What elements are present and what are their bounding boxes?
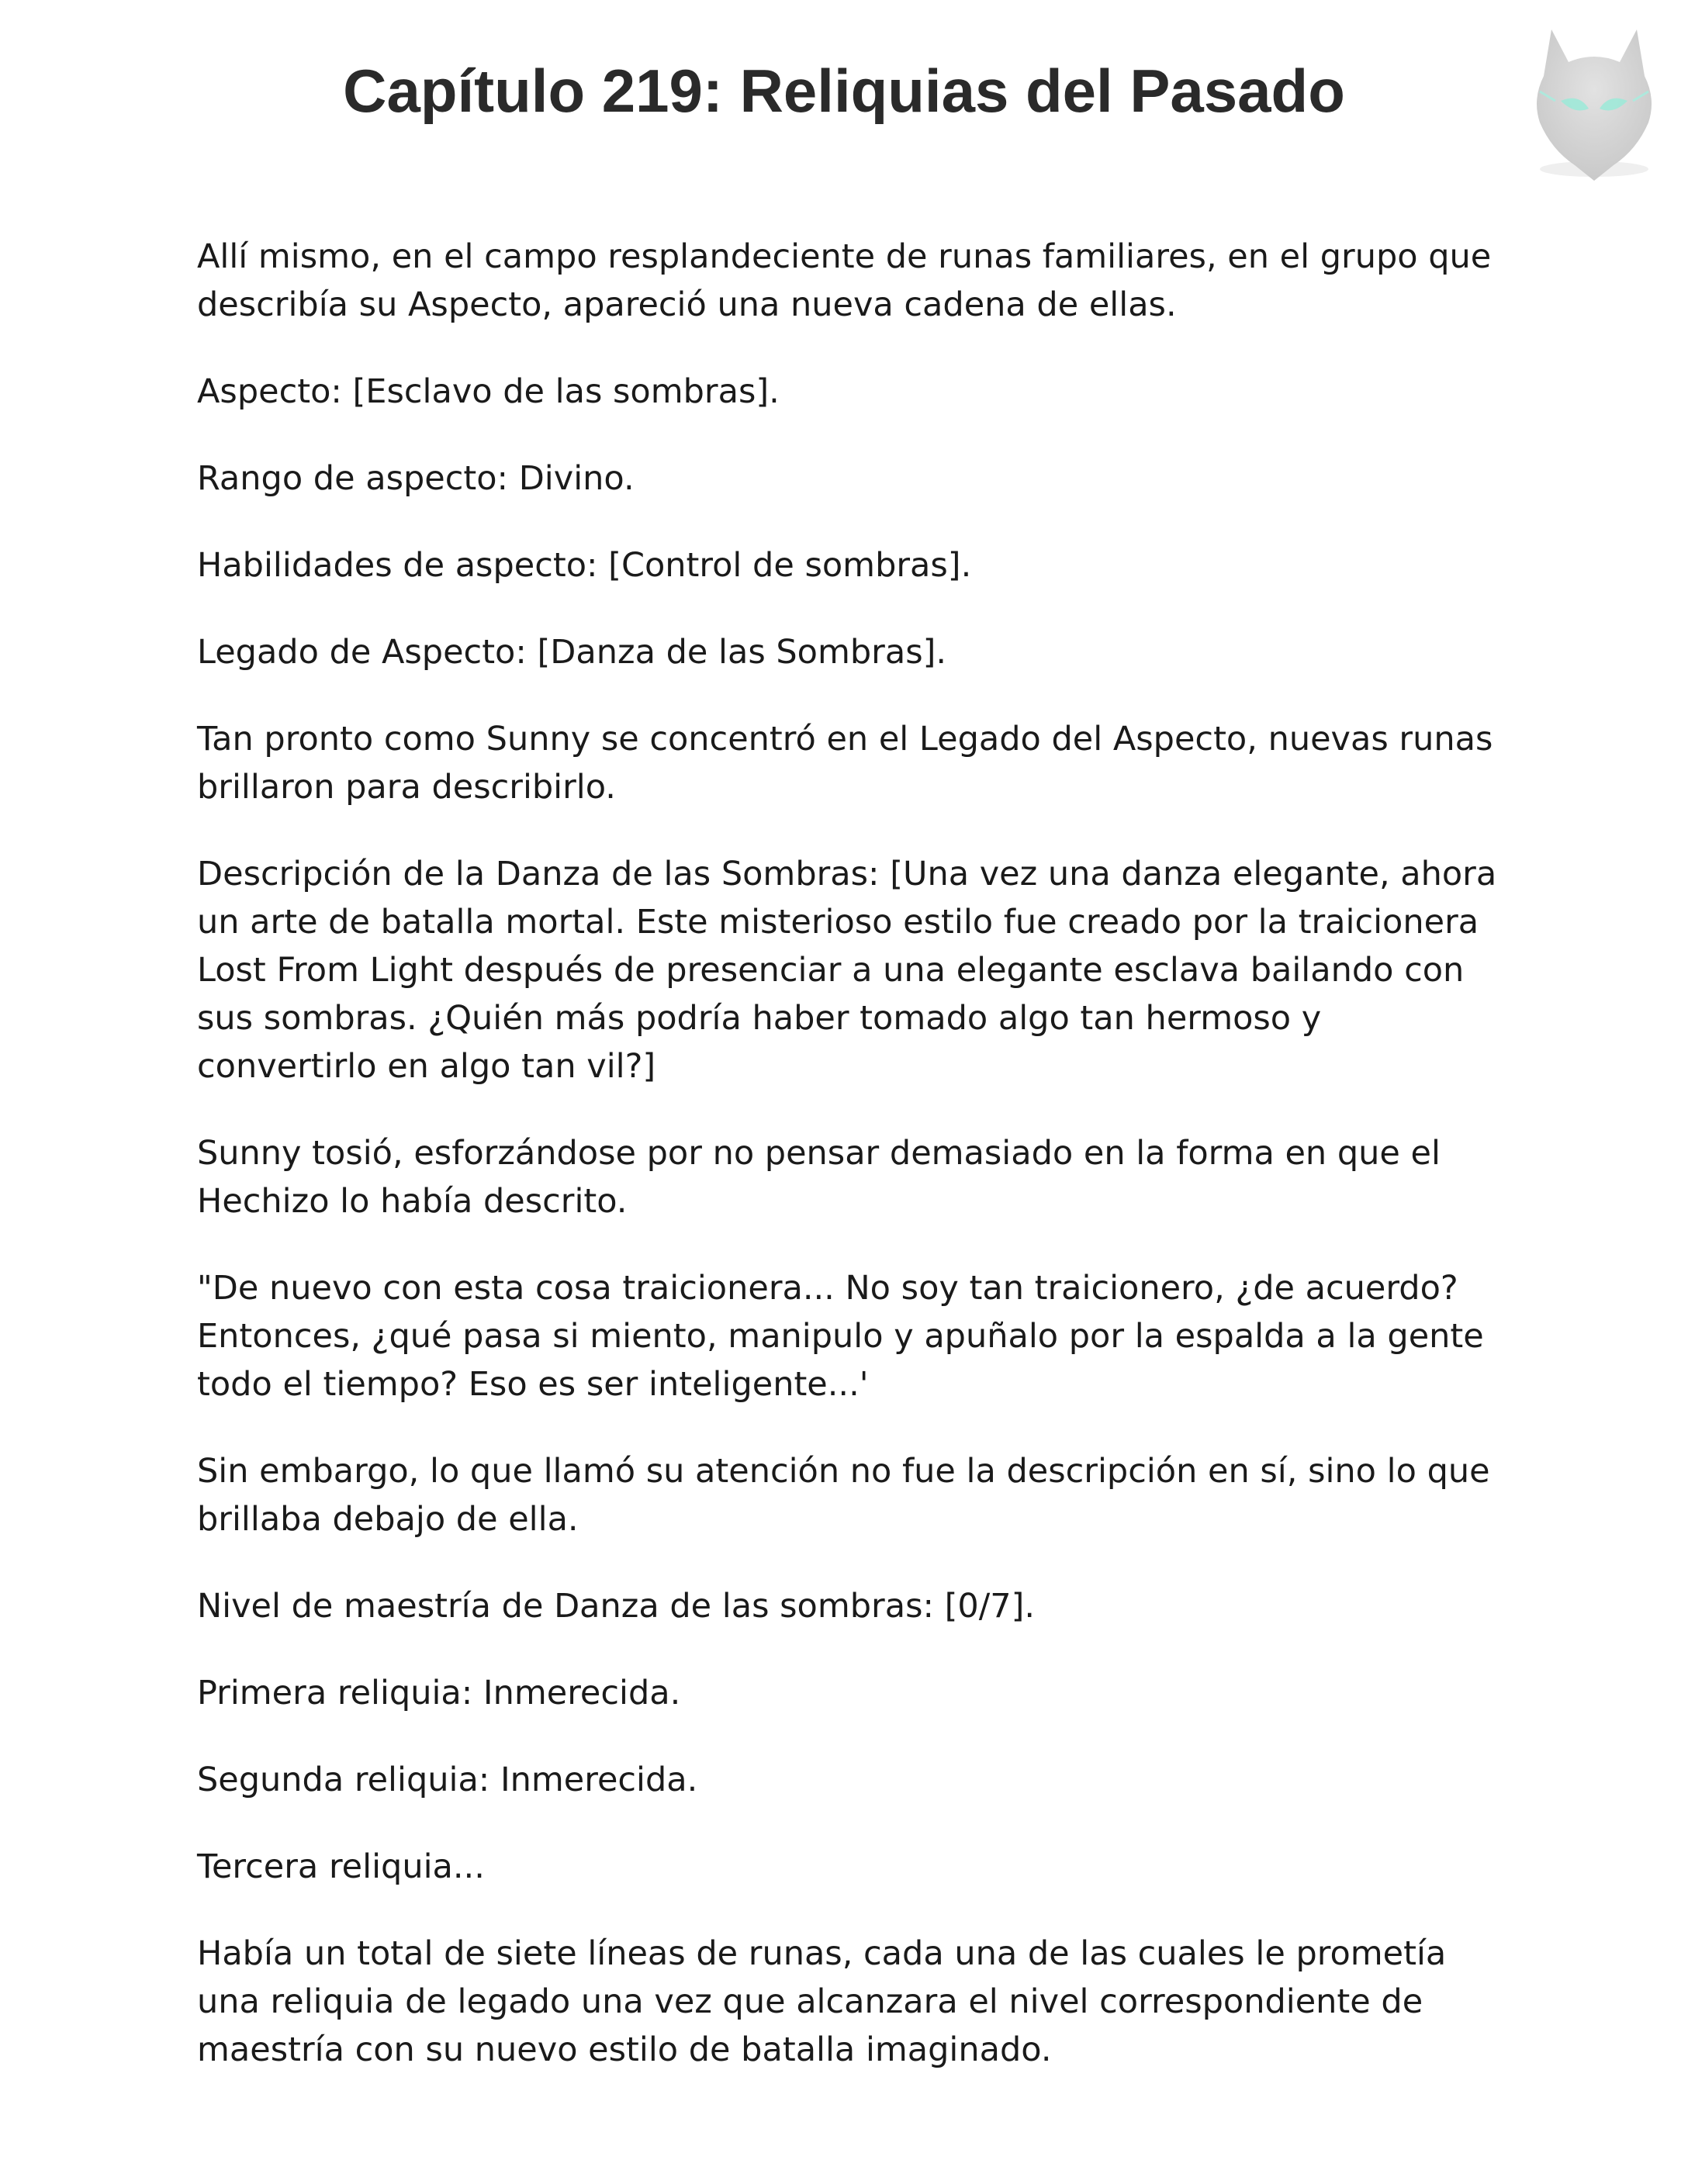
paragraph: Legado de Aspecto: [Danza de las Sombras]. [197,633,947,672]
paragraph: "De nuevo con esta cosa traicionera... No soy tan traicionero, ¿de acuerdo? Entonces, ¿qué pasa si miento, manipulo y apuñalo por la espalda a la gente todo el tiempo? Eso es ser inteligente...' [197,1269,1484,1404]
demon-head-icon [1520,14,1668,192]
paragraph: Descripción de la Danza de las Sombras: [Una vez una danza elegante, ahora un arte de batalla mortal. Este misterioso estilo fue creado por la traicionera Lost From Light después de presenciar a una elegante esclava bailando con sus sombras. ¿Quién más podría haber tomado algo tan hermoso y convertirlo en algo tan vil?] [197,855,1497,1086]
chapter-title: Capítulo 219: Reliquias del Pasado [343,57,1345,125]
paragraph: Rango de aspecto: Divino. [197,459,635,498]
paragraph: Primera reliquia: Inmerecida. [197,1674,681,1712]
paragraph: Aspecto: [Esclavo de las sombras]. [197,372,780,411]
paragraph: Tan pronto como Sunny se concentró en el Legado del Aspecto, nuevas runas brillaron para describirlo. [197,720,1493,807]
paragraph: Había un total de siete líneas de runas, cada una de las cuales le prometía una reliquia de legado una vez que alcanzara el nivel correspondiente de maestría con su nuevo estilo de batalla imaginado. [197,1934,1447,2069]
paragraph: Segunda reliquia: Inmerecida. [197,1761,698,1799]
paragraph: Nivel de maestría de Danza de las sombras: [0/7]. [197,1587,1036,1626]
chapter-body [197,233,1500,2113]
paragraph: Sunny tosió, esforzándose por no pensar demasiado en la forma en que el Hechizo lo había descrito. [197,1134,1441,1221]
paragraph: Allí mismo, en el campo resplandeciente de runas familiares, en el grupo que describía su Aspecto, apareció una nueva cadena de ellas. [197,237,1492,324]
paragraph: Habilidades de aspecto: [Control de sombras]. [197,546,972,585]
paragraph: Sin embargo, lo que llamó su atención no fue la descripción en sí, sino lo que brillaba debajo de ella. [197,1452,1490,1539]
paragraph: Tercera reliquia... [197,1847,485,1886]
